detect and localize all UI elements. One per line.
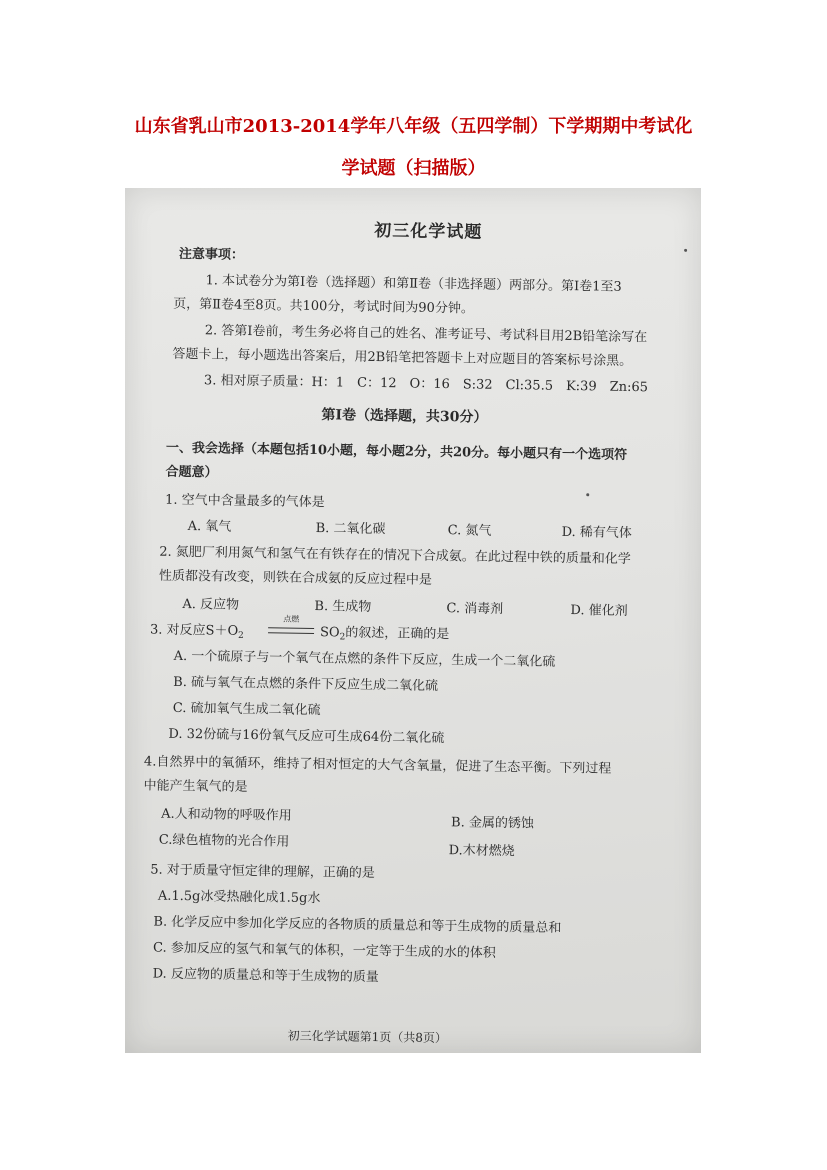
q2-option-a: A. 反应物 — [182, 596, 240, 613]
paper-title: 初三化学试题 — [374, 220, 483, 243]
page-footer: 初三化学试题第1页（共8页） — [287, 1028, 448, 1046]
q4-option-a: A.人和动物的呼吸作用 — [161, 806, 292, 824]
q1-option-c: C. 氮气 — [447, 523, 492, 539]
q4-stem-a: 4.自然界中的氧循环，维持了相对恒定的大气含氧量，促进了生态平衡。下列过程 — [143, 754, 612, 777]
q3-so2: SO — [319, 625, 340, 641]
q1-option-a: A. 氧气 — [187, 519, 232, 535]
reaction-condition: 点燃 — [283, 614, 300, 624]
q3-stem — [150, 618, 244, 640]
q4-stem-b: 中能产生氧气的是 — [143, 778, 248, 795]
q5-option-c: C. 参加反应的氢气和氧气的体积，一定等于生成的水的体积 — [152, 940, 496, 961]
q3-option-b: B. 硫与氧气在点燃的条件下反应生成二氧化硫 — [173, 674, 439, 694]
q1-option-b: B. 二氧化碳 — [315, 521, 386, 538]
q3-option-d: D. 32份硫与16份氧气反应可生成64份二氧化硫 — [168, 726, 445, 747]
scan-speck — [586, 493, 589, 496]
q3-stem-post: 的叙述，正确的是 — [345, 625, 450, 643]
q3-option-a: A. 一个硫原子与一个氧气在点燃的条件下反应，生成一个二氧化硫 — [173, 648, 556, 670]
part1-instruction-a: 一、我会选择（本题包括10小题，每小题2分，共20分。每小题只有一个选项符 — [165, 440, 628, 463]
scanned-exam-page — [125, 188, 701, 1053]
q3-so2-subscript: 2 — [339, 632, 346, 643]
q2-stem-b: 性质都没有改变，则铁在合成氨的反应过程中是 — [158, 568, 433, 588]
scan-content — [125, 188, 701, 1053]
notice-1a: 1. 本试卷分为第Ⅰ卷（选择题）和第Ⅱ卷（非选择题）两部分。第Ⅰ卷1至3 — [205, 273, 622, 295]
q2-stem-a: 2. 氮肥厂利用氮气和氢气在有铁存在的情况下合成氨。在此过程中铁的质量和化学 — [159, 544, 631, 567]
q4-option-c: C.绿色植物的光合作用 — [158, 832, 290, 850]
notice-1b: 页，第Ⅱ卷4至8页。共100分，考试时间为90分钟。 — [173, 296, 474, 317]
scan-speck — [684, 249, 687, 252]
q3-o2-subscript: 2 — [238, 630, 244, 641]
q4-option-d: D.木材燃烧 — [448, 843, 515, 860]
q2-option-c: C. 消毒剂 — [446, 601, 504, 617]
q5-stem: 5. 对于质量守恒定律的理解，正确的是 — [150, 862, 375, 882]
q1-option-d: D. 稀有气体 — [561, 524, 632, 542]
document-title-line1: 山东省乳山市2013-2014学年八年级（五四学制）下学期期中考试化 — [134, 116, 693, 137]
notice-2a: 2. 答第Ⅰ卷前，考生务必将自己的姓名、准考证号、考试科目用2B铅笔涂写在 — [204, 323, 648, 346]
q5-option-d: D. 反应物的质量总和等于生成物的质量 — [152, 966, 379, 986]
notice-2b: 答题卡上，每小题选出答案后，用2B铅笔把答题卡上对应题目的答案标号涂黑。 — [172, 346, 633, 369]
q5-option-b: B. 化学反应中参加化学反应的各物质的质量总和等于生成物的质量总和 — [153, 914, 562, 936]
q3-stem-pre: 3. 对反应S＋O — [149, 622, 239, 639]
q5-option-a: A.1.5g冰受热融化成1.5g水 — [157, 888, 321, 907]
q1-stem: 1. 空气中含量最多的气体是 — [164, 492, 325, 511]
q4-option-b: B. 金属的锈蚀 — [450, 815, 535, 832]
notice-heading: 注意事项： — [178, 246, 245, 263]
q2-option-d: D. 催化剂 — [570, 603, 628, 619]
document-title-line2: 学试题（扫描版） — [341, 158, 486, 179]
q2-option-b: B. 生成物 — [314, 599, 372, 615]
notice-3: 3. 相对原子质量：H：1 C：12 O：16 S:32 Cl:35.5 K:39 Zn:65 — [203, 373, 649, 396]
reaction-equals-sign — [268, 627, 314, 634]
q3-option-c: C. 硫加氧气生成二氧化硫 — [172, 700, 321, 719]
q3-product — [320, 621, 450, 644]
part1-instruction-b: 合题意） — [165, 464, 218, 481]
section1-title: 第Ⅰ卷（选择题，共30分） — [321, 407, 488, 426]
